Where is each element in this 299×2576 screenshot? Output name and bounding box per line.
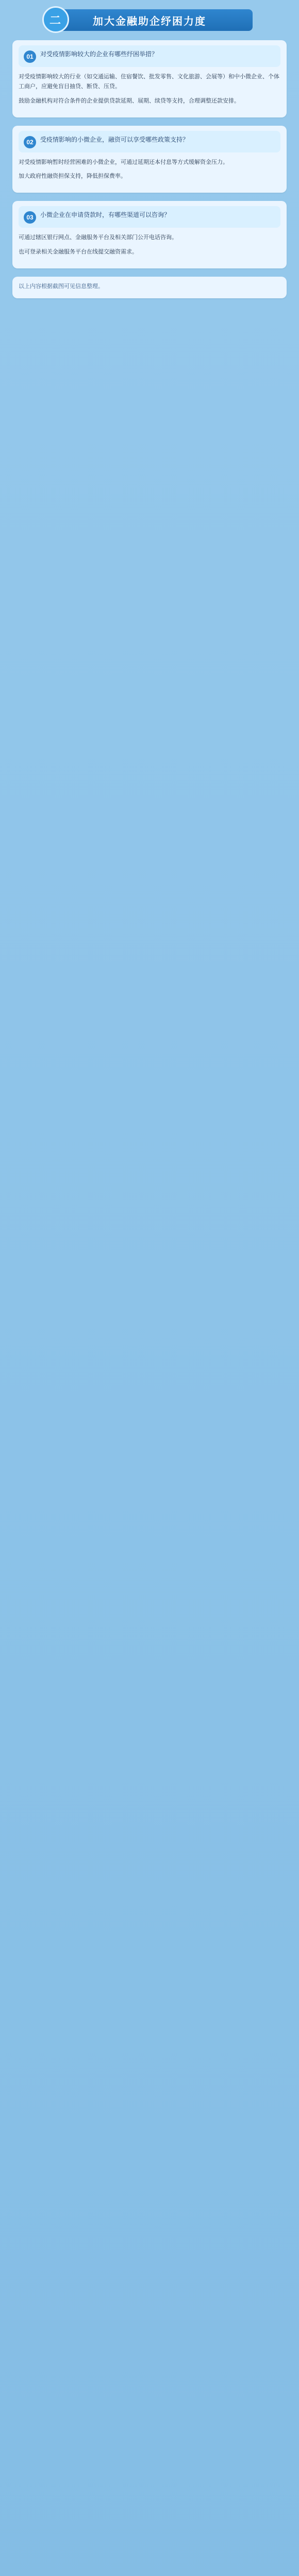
answer-paragraph: 也可登录相关金融服务平台在线提交融资需求。 xyxy=(19,248,138,255)
footer-note: 以上内容根据截图可见信息整理。 xyxy=(19,283,104,290)
qa-item-3 xyxy=(12,201,287,268)
answer-block xyxy=(19,233,280,257)
answer-paragraph: 对受疫情影响暂时经营困难的小微企业，可通过延期还本付息等方式缓解资金压力。 xyxy=(19,159,228,165)
question-number: 02 xyxy=(24,136,36,148)
qa-item-2 xyxy=(12,126,287,193)
answer-paragraph: 加大政府性融资担保支持，降低担保费率。 xyxy=(19,173,126,179)
answer-block xyxy=(19,72,280,106)
footer-note-box xyxy=(12,277,287,299)
sections xyxy=(0,0,299,307)
qa-item-1 xyxy=(12,40,287,117)
section-banner xyxy=(46,9,253,31)
answer-paragraph: 对受疫情影响较大的行业（如交通运输、住宿餐饮、批发零售、文化旅游、会展等）和中小微企业、个体工商户，应避免盲目抽贷、断贷、压贷。 xyxy=(19,74,279,90)
question-text: 受疫情影响的小微企业，融资可以享受哪些政策支持？ xyxy=(40,135,189,143)
section-two xyxy=(0,9,299,298)
question-row xyxy=(19,131,280,152)
section-index: 二 xyxy=(42,6,69,33)
question-row xyxy=(19,206,280,228)
answer-paragraph: 可通过辖区银行网点、金融服务平台及相关部门公开电话咨询。 xyxy=(19,234,177,241)
question-row xyxy=(19,45,280,67)
answer-block xyxy=(19,158,280,182)
answer-paragraph: 鼓励金融机构对符合条件的企业提供贷款延期、展期、续贷等支持，合理调整还款安排。 xyxy=(19,97,240,104)
section-title: 加大金融助企纾困力度 xyxy=(93,15,206,27)
question-number: 01 xyxy=(24,50,36,63)
question-number: 03 xyxy=(24,211,36,224)
question-text: 小微企业在申请贷款时，有哪些渠道可以咨询？ xyxy=(40,211,171,219)
question-text: 对受疫情影响较大的企业有哪些纾困举措？ xyxy=(40,50,158,58)
